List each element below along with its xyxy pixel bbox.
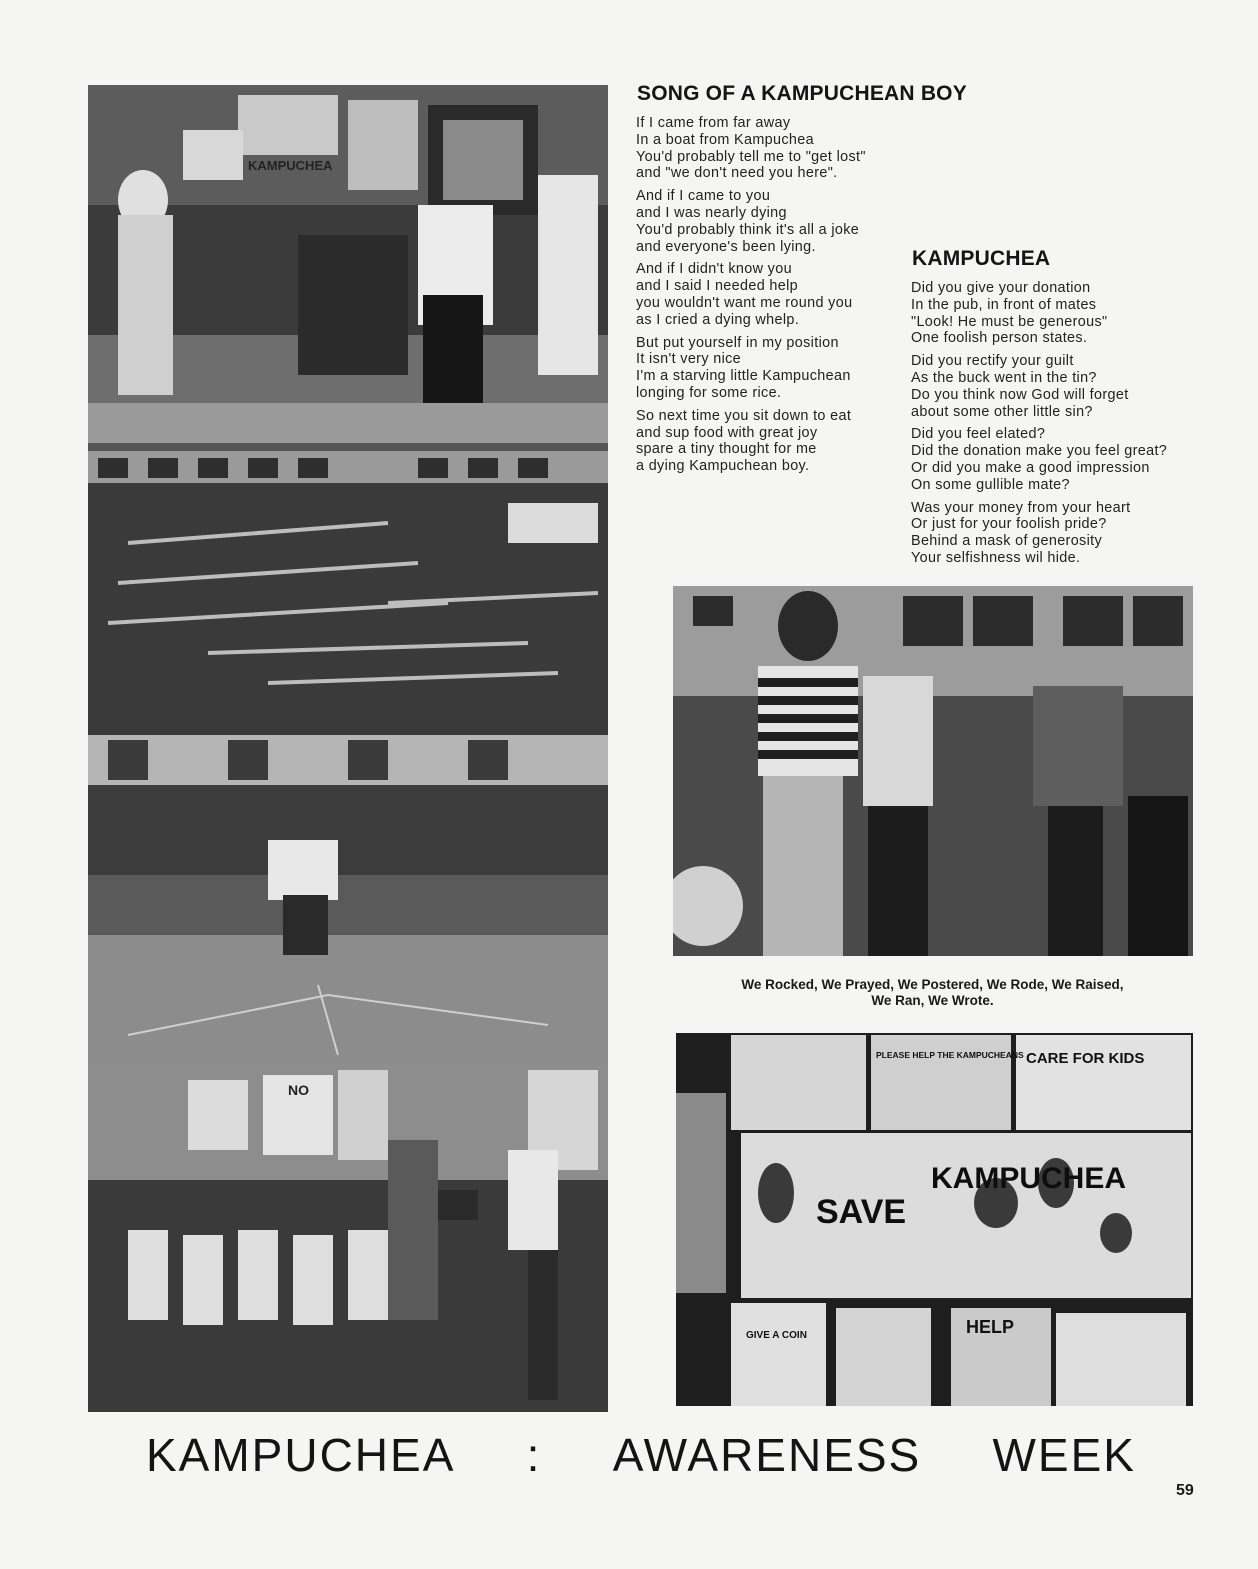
poem-stanza [636, 335, 906, 402]
page-title-word: WEEK [992, 1429, 1136, 1481]
poem-line: In a boat from Kampuchea [636, 131, 814, 148]
caption-line: We Ran, We Wrote. [871, 993, 994, 1008]
poem-line: as I cried a dying whelp. [636, 311, 800, 328]
poster-kampuchea-text: KAMPUCHEA [931, 1162, 1126, 1195]
poem-stanza [911, 426, 1231, 493]
photo-classroom-assembly [88, 85, 608, 403]
poem-line: Was your money from your heart [911, 499, 1131, 516]
poster-no-text: NO [288, 1082, 309, 1098]
poem-line: And if I didn't know you [636, 261, 792, 278]
poem-line: you wouldn't want me round you [636, 294, 853, 311]
poem-line: and I said I needed help [636, 278, 799, 295]
poem-stanza [911, 353, 1231, 420]
poem-line: Behind a mask of generosity [911, 533, 1103, 550]
poem-line: spare a tiny thought for me [636, 441, 817, 458]
poem-line: Did you feel elated? [911, 426, 1046, 443]
poem-line: and sup food with great joy [636, 424, 818, 441]
poem-line: If I came from far away [636, 115, 791, 131]
poem-line: One foolish person states. [911, 330, 1088, 347]
poem-line: and everyone's been lying. [636, 238, 816, 255]
photo-lectern-speakers [88, 1060, 608, 1412]
page-title [146, 1428, 1136, 1482]
poem-title-song: SONG OF A KAMPUCHEAN BOY [637, 82, 967, 105]
poster-care-text: CARE FOR KIDS [1026, 1050, 1145, 1067]
poem-stanza [636, 188, 906, 255]
photo-posters-display [676, 1033, 1193, 1406]
poem-line: In the pub, in front of mates [911, 296, 1097, 313]
poster-help-text: HELP [966, 1317, 1015, 1337]
poem-song-body [636, 115, 906, 481]
poem-line: You'd probably think it's all a joke [636, 221, 860, 238]
poem-stanza [911, 280, 1231, 347]
kampuchea-sign-text: KAMPUCHEA [248, 158, 333, 173]
poster-please-text: PLEASE HELP THE KAMPUCHEANS [876, 1050, 1024, 1060]
poem-line: a dying Kampuchean boy. [636, 458, 810, 475]
photo-schoolyard-game [88, 735, 608, 1060]
poem-line: Your selfishness wil hide. [911, 549, 1081, 566]
poem-line: As the buck went in the tin? [911, 369, 1097, 386]
poem-line: Do you think now God will forget [911, 386, 1129, 403]
poem-line: Did you give your donation [911, 280, 1091, 296]
poem-line: Or did you make a good impression [911, 459, 1150, 476]
poem-stanza [636, 115, 906, 182]
poem-line: It isn't very nice [636, 351, 742, 368]
poem-line: and I was nearly dying [636, 204, 787, 221]
poem-line: So next time you sit down to eat [636, 407, 852, 424]
poem-line: Or just for your foolish pride? [911, 516, 1107, 533]
page-title-word: AWARENESS [612, 1429, 922, 1481]
poem-title-kampuchea: KAMPUCHEA [912, 247, 1051, 270]
poem-stanza [636, 261, 906, 328]
page-title-word: : [526, 1429, 542, 1481]
poem-stanza [636, 408, 906, 475]
page-title-word: KAMPUCHEA [146, 1429, 456, 1481]
poster-save-text: SAVE [816, 1193, 907, 1231]
photo-rock-band [673, 586, 1193, 956]
poem-line: Did you rectify your guilt [911, 353, 1074, 370]
poem-line: And if I came to you [636, 188, 771, 205]
poem-line: On some gullible mate? [911, 476, 1070, 493]
poem-line: But put yourself in my position [636, 334, 839, 351]
poem-line: You'd probably tell me to "get lost" [636, 148, 866, 165]
poem-line: about some other little sin? [911, 403, 1093, 420]
poem-line: and "we don't need you here". [636, 165, 838, 182]
poem-line: Did the donation make you feel great? [911, 443, 1168, 460]
poem-kampuchea-body [911, 280, 1231, 573]
poem-line: "Look! He must be generous" [911, 313, 1108, 330]
poster-give-text: GIVE A COIN [746, 1330, 807, 1341]
photo-courtyard-mass [88, 403, 608, 735]
photo-caption [660, 977, 1205, 1009]
poem-line: I'm a starving little Kampuchean [636, 368, 851, 385]
poem-stanza [911, 500, 1231, 567]
poem-line: longing for some rice. [636, 384, 782, 401]
caption-line: We Rocked, We Prayed, We Postered, We Rode, We Raised, [741, 977, 1124, 992]
page-number: 59 [1176, 1482, 1194, 1499]
